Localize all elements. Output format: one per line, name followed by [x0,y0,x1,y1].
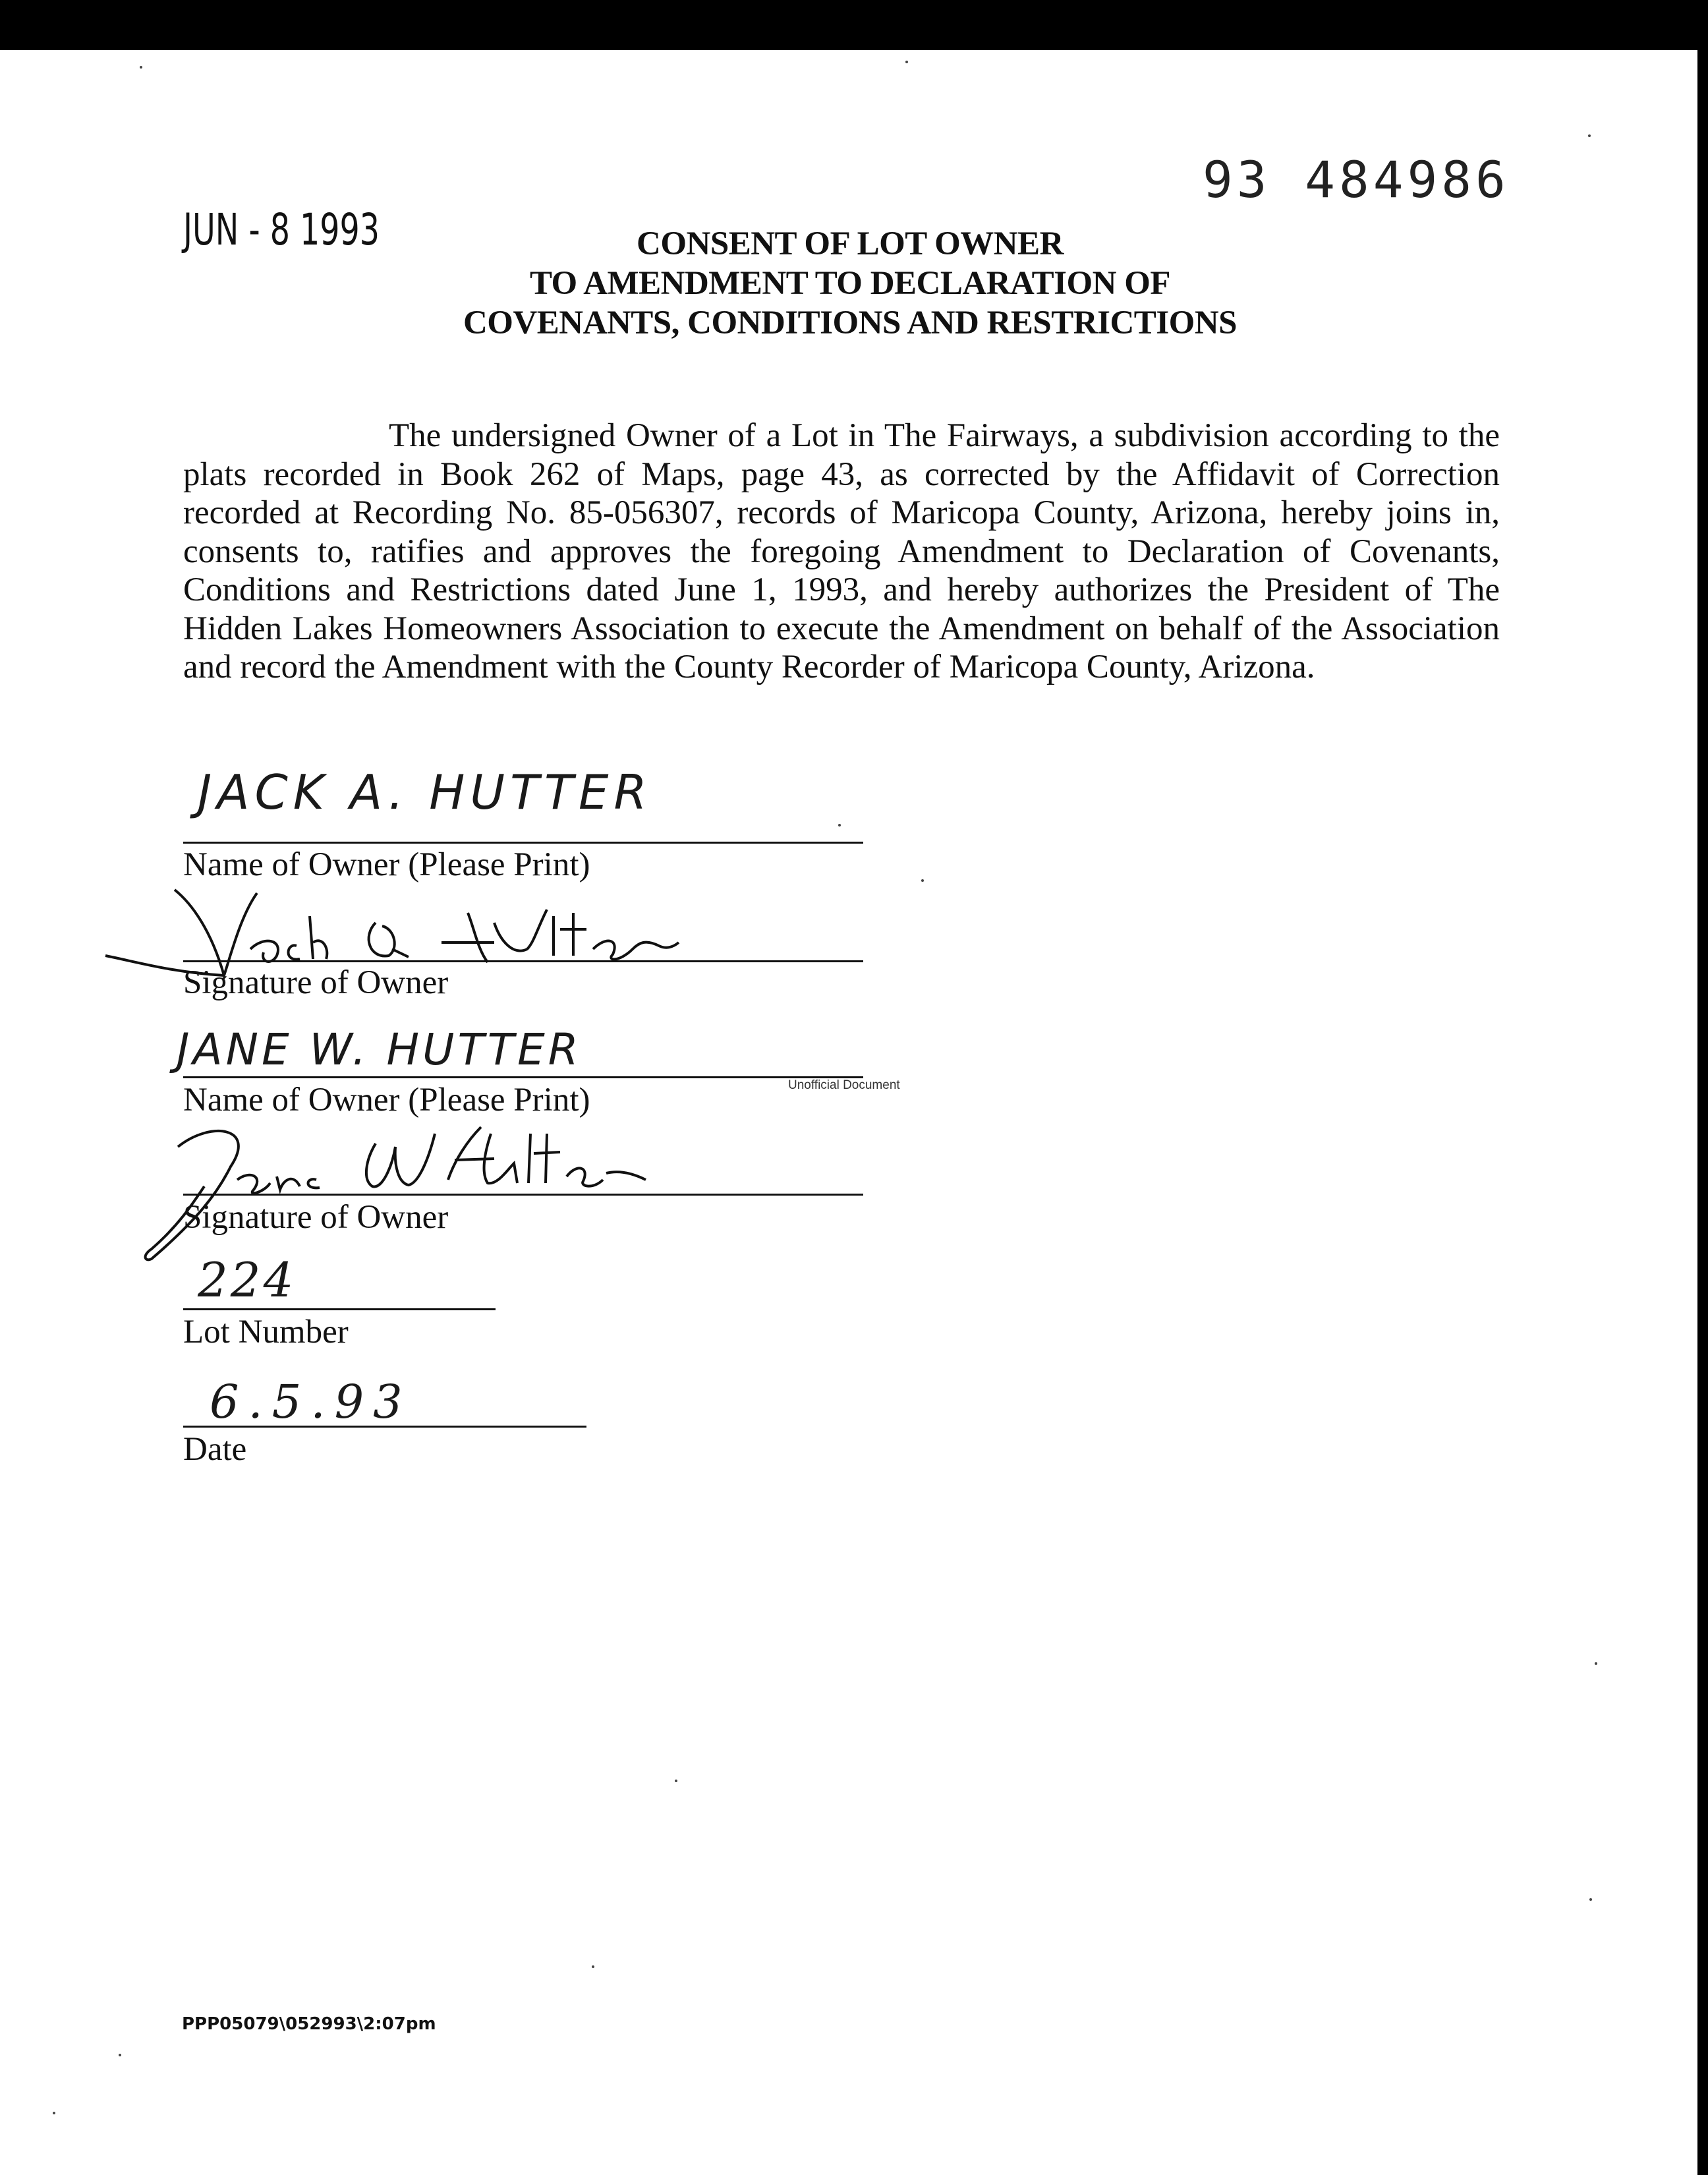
scan-speck [53,2112,55,2114]
scan-speck [921,879,924,882]
scan-border-top [0,0,1708,50]
received-date-stamp: JUN - 8 1993 [183,204,380,255]
scan-speck [675,1780,677,1782]
scan-speck [140,66,142,69]
scan-speck [905,61,908,63]
owner1-name-line [183,842,863,844]
lot-number-value: 224 [198,1252,297,1308]
owner2-signature-line [183,1194,863,1196]
consent-paragraph: The undersigned Owner of a Lot in The Fairways, a subdivision according to the plats recorded in Book 262 of Maps, page 43, as corrected by the Affidavit of Correction recorded at Recording No. 85-056307, records of Maricopa County, Arizona, hereby joins in, consents to, ratifies and approves the foregoing Amendment to Declaration of Covenants, Conditions and Restrictions dated June 1, 1993, and hereby authorizes the President of The Hidden Lakes Homeowners Association to execute the Amendment on behalf of the Association and record the Amendment with the County Recorder of Maricopa County, Arizona. [183,417,1500,685]
lot-number-label: Lot Number [183,1314,349,1350]
recording-number: 93 484986 [1203,150,1510,209]
owner2-name-label: Name of Owner (Please Print) [183,1082,590,1118]
scan-speck [119,2054,121,2056]
owner1-name-label: Name of Owner (Please Print) [183,846,590,883]
owner1-printed-name: JACK A. HUTTER [198,765,652,820]
owner2-printed-name: JANE W. HUTTER [177,1024,582,1075]
scan-border-right [1697,50,1708,2175]
document-title [369,224,1331,343]
owner2-name-line [183,1076,863,1078]
scan-speck [838,824,841,826]
title-line: TO AMENDMENT TO DECLARATION OF [529,265,1171,302]
date-value: 6.5.93 [210,1375,412,1429]
owner1-signature-line [183,960,863,962]
scan-speck [1588,134,1591,137]
owner2-signature [138,1107,666,1265]
scan-speck [1589,1898,1592,1901]
unofficial-document-watermark: Unofficial Document [788,1078,900,1092]
date-line [183,1426,586,1428]
lot-number-line [183,1308,496,1310]
owner2-signature-label: Signature of Owner [183,1199,449,1236]
owner1-signature-label: Signature of Owner [183,964,449,1001]
date-label: Date [183,1431,247,1468]
scan-speck [1595,1662,1597,1665]
title-line: COVENANTS, CONDITIONS AND RESTRICTIONS [463,304,1238,341]
title-line: CONSENT OF LOT OWNER [637,225,1064,262]
footer-file-code: PPP05079\052993\2:07pm [182,2014,436,2034]
scan-speck [592,1965,594,1968]
